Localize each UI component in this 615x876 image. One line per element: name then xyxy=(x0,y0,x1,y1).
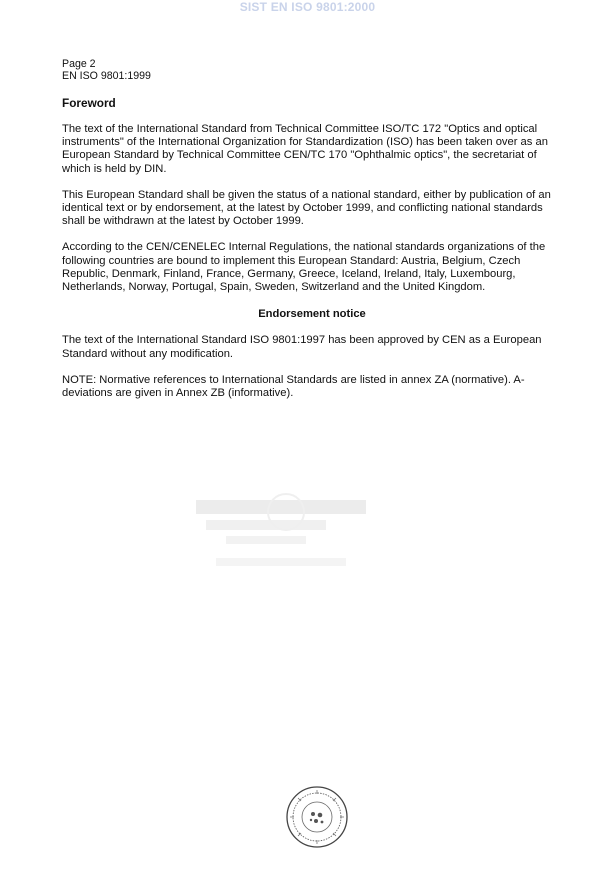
foreword-heading: Foreword xyxy=(62,95,116,110)
page-number: Page 2 xyxy=(62,58,96,70)
foreword-paragraph-3: According to the CEN/CENELEC Internal Regulations, the national standards organizations of the following countries are bound to implement this European Standard: Austria, Belgium, Czech Republic, Denmark, Finland, France, Germany, Greece, Iceland, Ireland, Italy, Luxembourg, Netherlands, Norway, Portugal, Spain, Sweden, Switzerland and the United Kingdom. xyxy=(62,241,546,294)
foreword-paragraph-1: The text of the International Standard from Technical Committee ISO/TC 172 "Optics and optical instruments" of the International Organization for Standardization (ISO) has been taken over as an European Standard by Technical Committee CEN/TC 170 "Ophthalmic optics", the secretariat of which is held by DIN. xyxy=(62,123,548,175)
document-reference: EN ISO 9801:1999 xyxy=(62,70,151,83)
circular-seal-icon xyxy=(285,785,349,849)
document-page xyxy=(62,58,562,400)
endorsement-paragraph: The text of the International Standard ISO 9801:1997 has been approved by CEN as a European Standard without any modification. xyxy=(62,334,542,360)
faint-stamp-impression xyxy=(186,492,376,587)
note-paragraph: NOTE: Normative references to International Standards are listed in annex ZA (normative). A-deviations are given in Annex ZB (informative). xyxy=(62,373,525,400)
foreword-paragraph-2: This European Standard shall be given the status of a national standard, either by publication of an identical text or by endorsement, at the latest by October 1999, and conflicting national standards shall be withdrawn at the latest by October 1999. xyxy=(62,188,551,228)
endorsement-heading: Endorsement notice xyxy=(258,308,366,321)
watermark-text: SIST EN ISO 9801:2000 xyxy=(239,0,376,14)
